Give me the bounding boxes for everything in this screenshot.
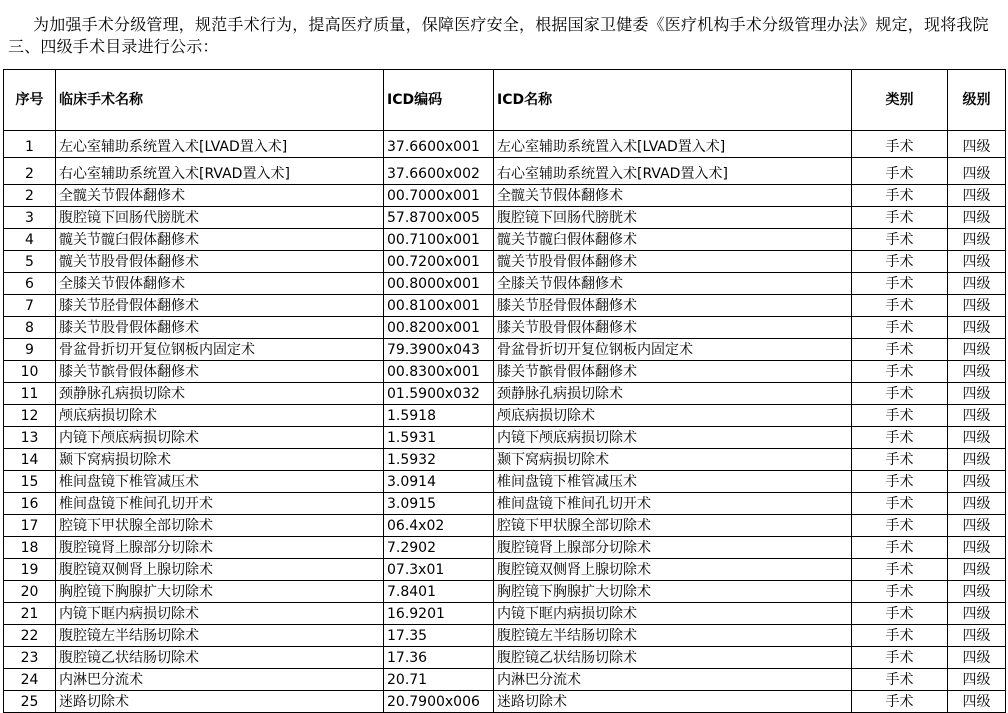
cell-level: 四级 [948, 251, 1006, 273]
table-row [4, 273, 1006, 295]
cell-seq: 12 [4, 405, 56, 427]
cell-seq: 11 [4, 383, 56, 405]
cell-icd-code: 17.36 [384, 647, 494, 669]
cell-icd-name: 颅底病损切除术 [494, 405, 852, 427]
cell-clinical-name: 左心室辅助系统置入术[LVAD置入术] [56, 131, 384, 158]
cell-category: 手术 [852, 471, 948, 493]
cell-icd-code: 7.2902 [384, 537, 494, 559]
cell-icd-code: 1.5932 [384, 449, 494, 471]
cell-category: 手术 [852, 515, 948, 537]
header-level: 级别 [948, 70, 1006, 131]
cell-category: 手术 [852, 691, 948, 713]
cell-seq: 4 [4, 229, 56, 251]
cell-clinical-name: 颞下窝病损切除术 [56, 449, 384, 471]
cell-category: 手术 [852, 537, 948, 559]
cell-icd-code: 7.8401 [384, 581, 494, 603]
table-row [4, 537, 1006, 559]
cell-icd-code: 1.5931 [384, 427, 494, 449]
cell-icd-code: 07.3x01 [384, 559, 494, 581]
cell-category: 手术 [852, 493, 948, 515]
header-seq: 序号 [4, 70, 56, 131]
cell-icd-code: 00.8100x001 [384, 295, 494, 317]
cell-level: 四级 [948, 317, 1006, 339]
cell-icd-code: 06.4x02 [384, 515, 494, 537]
table-row [4, 581, 1006, 603]
cell-clinical-name: 胸腔镜下胸腺扩大切除术 [56, 581, 384, 603]
cell-seq: 16 [4, 493, 56, 515]
cell-seq: 5 [4, 251, 56, 273]
cell-level: 四级 [948, 273, 1006, 295]
cell-seq: 10 [4, 361, 56, 383]
header-icd-code: ICD编码 [384, 70, 494, 131]
cell-icd-code: 3.0914 [384, 471, 494, 493]
cell-clinical-name: 腔镜下甲状腺全部切除术 [56, 515, 384, 537]
cell-level: 四级 [948, 339, 1006, 361]
cell-seq: 3 [4, 207, 56, 229]
cell-icd-name: 腹腔镜左半结肠切除术 [494, 625, 852, 647]
cell-icd-name: 胸腔镜下胸腺扩大切除术 [494, 581, 852, 603]
cell-seq: 2 [4, 185, 56, 207]
cell-icd-name: 全膝关节假体翻修术 [494, 273, 852, 295]
cell-clinical-name: 膝关节股骨假体翻修术 [56, 317, 384, 339]
table-row [4, 449, 1006, 471]
cell-level: 四级 [948, 603, 1006, 625]
table-row [4, 669, 1006, 691]
cell-category: 手术 [852, 131, 948, 158]
cell-icd-name: 颞下窝病损切除术 [494, 449, 852, 471]
cell-level: 四级 [948, 185, 1006, 207]
intro-paragraph: 为加强手术分级管理，规范手术行为，提高医疗质量，保障医疗安全，根据国家卫健委《医疗机构手术分级管理办法》规定，现将我院三、四级手术目录进行公示： [8, 15, 989, 56]
table-row [4, 251, 1006, 273]
cell-level: 四级 [948, 669, 1006, 691]
table-row [4, 207, 1006, 229]
cell-clinical-name: 椎间盘镜下椎间孔切开术 [56, 493, 384, 515]
cell-seq: 17 [4, 515, 56, 537]
cell-clinical-name: 迷路切除术 [56, 691, 384, 713]
cell-level: 四级 [948, 647, 1006, 669]
cell-icd-name: 腹腔镜下回肠代膀胱术 [494, 207, 852, 229]
cell-clinical-name: 膝关节胫骨假体翻修术 [56, 295, 384, 317]
cell-clinical-name: 椎间盘镜下椎管减压术 [56, 471, 384, 493]
cell-level: 四级 [948, 383, 1006, 405]
table-row [4, 361, 1006, 383]
cell-icd-name: 迷路切除术 [494, 691, 852, 713]
cell-icd-code: 1.5918 [384, 405, 494, 427]
cell-seq: 1 [4, 131, 56, 158]
cell-icd-name: 内镜下颅底病损切除术 [494, 427, 852, 449]
cell-clinical-name: 内淋巴分流术 [56, 669, 384, 691]
cell-seq: 15 [4, 471, 56, 493]
cell-icd-name: 膝关节髌骨假体翻修术 [494, 361, 852, 383]
table-row [4, 471, 1006, 493]
cell-icd-name: 骨盆骨折切开复位钢板内固定术 [494, 339, 852, 361]
table-row [4, 185, 1006, 207]
cell-icd-code: 00.7200x001 [384, 251, 494, 273]
cell-clinical-name: 颈静脉孔病损切除术 [56, 383, 384, 405]
cell-category: 手术 [852, 185, 948, 207]
cell-seq: 24 [4, 669, 56, 691]
cell-clinical-name: 骨盆骨折切开复位钢板内固定术 [56, 339, 384, 361]
cell-clinical-name: 内镜下颅底病损切除术 [56, 427, 384, 449]
table-row [4, 647, 1006, 669]
table-row [4, 515, 1006, 537]
cell-clinical-name: 腹腔镜左半结肠切除术 [56, 625, 384, 647]
cell-icd-code: 20.71 [384, 669, 494, 691]
cell-seq: 6 [4, 273, 56, 295]
table-header-row [4, 70, 1006, 131]
cell-category: 手术 [852, 603, 948, 625]
cell-seq: 14 [4, 449, 56, 471]
cell-seq: 18 [4, 537, 56, 559]
cell-level: 四级 [948, 691, 1006, 713]
cell-seq: 8 [4, 317, 56, 339]
cell-icd-name: 内淋巴分流术 [494, 669, 852, 691]
table-row [4, 559, 1006, 581]
cell-level: 四级 [948, 158, 1006, 185]
table-body [4, 131, 1006, 713]
cell-icd-name: 髋关节股骨假体翻修术 [494, 251, 852, 273]
cell-icd-code: 00.8300x001 [384, 361, 494, 383]
cell-seq: 21 [4, 603, 56, 625]
cell-level: 四级 [948, 471, 1006, 493]
cell-category: 手术 [852, 158, 948, 185]
cell-level: 四级 [948, 581, 1006, 603]
cell-icd-name: 腹腔镜双侧肾上腺切除术 [494, 559, 852, 581]
table-row [4, 625, 1006, 647]
cell-icd-name: 左心室辅助系统置入术[LVAD置入术] [494, 131, 852, 158]
cell-clinical-name: 全膝关节假体翻修术 [56, 273, 384, 295]
table-row [4, 405, 1006, 427]
cell-clinical-name: 髋关节髋臼假体翻修术 [56, 229, 384, 251]
cell-clinical-name: 膝关节髌骨假体翻修术 [56, 361, 384, 383]
cell-icd-name: 椎间盘镜下椎间孔切开术 [494, 493, 852, 515]
cell-category: 手术 [852, 229, 948, 251]
cell-icd-code: 20.7900x006 [384, 691, 494, 713]
cell-level: 四级 [948, 405, 1006, 427]
cell-level: 四级 [948, 449, 1006, 471]
cell-level: 四级 [948, 207, 1006, 229]
cell-icd-name: 内镜下眶内病损切除术 [494, 603, 852, 625]
cell-category: 手术 [852, 625, 948, 647]
cell-level: 四级 [948, 515, 1006, 537]
cell-icd-name: 腔镜下甲状腺全部切除术 [494, 515, 852, 537]
cell-icd-code: 37.6600x001 [384, 131, 494, 158]
cell-clinical-name: 内镜下眶内病损切除术 [56, 603, 384, 625]
cell-category: 手术 [852, 361, 948, 383]
table-row [4, 295, 1006, 317]
cell-category: 手术 [852, 647, 948, 669]
cell-level: 四级 [948, 537, 1006, 559]
table-row [4, 317, 1006, 339]
cell-seq: 2 [4, 158, 56, 185]
cell-icd-name: 髋关节髋臼假体翻修术 [494, 229, 852, 251]
cell-seq: 25 [4, 691, 56, 713]
cell-seq: 13 [4, 427, 56, 449]
table-row [4, 493, 1006, 515]
cell-category: 手术 [852, 581, 948, 603]
cell-icd-name: 颈静脉孔病损切除术 [494, 383, 852, 405]
cell-level: 四级 [948, 131, 1006, 158]
cell-seq: 7 [4, 295, 56, 317]
cell-icd-name: 椎间盘镜下椎管减压术 [494, 471, 852, 493]
table-row [4, 427, 1006, 449]
cell-level: 四级 [948, 295, 1006, 317]
cell-level: 四级 [948, 625, 1006, 647]
cell-icd-name: 膝关节胫骨假体翻修术 [494, 295, 852, 317]
cell-icd-code: 79.3900x043 [384, 339, 494, 361]
cell-level: 四级 [948, 493, 1006, 515]
cell-level: 四级 [948, 559, 1006, 581]
cell-clinical-name: 颅底病损切除术 [56, 405, 384, 427]
cell-clinical-name: 右心室辅助系统置入术[RVAD置入术] [56, 158, 384, 185]
cell-level: 四级 [948, 361, 1006, 383]
cell-clinical-name: 腹腔镜下回肠代膀胱术 [56, 207, 384, 229]
cell-icd-code: 17.35 [384, 625, 494, 647]
cell-clinical-name: 全髋关节假体翻修术 [56, 185, 384, 207]
cell-category: 手术 [852, 273, 948, 295]
cell-category: 手术 [852, 383, 948, 405]
cell-icd-code: 00.7100x001 [384, 229, 494, 251]
cell-category: 手术 [852, 207, 948, 229]
cell-icd-name: 右心室辅助系统置入术[RVAD置入术] [494, 158, 852, 185]
cell-category: 手术 [852, 295, 948, 317]
cell-seq: 20 [4, 581, 56, 603]
cell-clinical-name: 腹腔镜肾上腺部分切除术 [56, 537, 384, 559]
table-row [4, 603, 1006, 625]
header-icd-name: ICD名称 [494, 70, 852, 131]
cell-seq: 22 [4, 625, 56, 647]
table-row [4, 383, 1006, 405]
cell-icd-code: 00.8000x001 [384, 273, 494, 295]
cell-level: 四级 [948, 229, 1006, 251]
cell-clinical-name: 腹腔镜乙状结肠切除术 [56, 647, 384, 669]
cell-seq: 19 [4, 559, 56, 581]
cell-clinical-name: 腹腔镜双侧肾上腺切除术 [56, 559, 384, 581]
cell-category: 手术 [852, 427, 948, 449]
cell-clinical-name: 髋关节股骨假体翻修术 [56, 251, 384, 273]
cell-icd-name: 腹腔镜乙状结肠切除术 [494, 647, 852, 669]
cell-category: 手术 [852, 449, 948, 471]
cell-icd-name: 膝关节股骨假体翻修术 [494, 317, 852, 339]
cell-icd-code: 57.8700x005 [384, 207, 494, 229]
cell-seq: 9 [4, 339, 56, 361]
cell-category: 手术 [852, 251, 948, 273]
table-row [4, 158, 1006, 185]
table-row [4, 339, 1006, 361]
cell-category: 手术 [852, 669, 948, 691]
cell-icd-code: 37.6600x002 [384, 158, 494, 185]
table-row [4, 131, 1006, 158]
surgery-catalog-table [3, 69, 1006, 713]
cell-seq: 23 [4, 647, 56, 669]
cell-icd-name: 全髋关节假体翻修术 [494, 185, 852, 207]
cell-level: 四级 [948, 427, 1006, 449]
header-clinical-name: 临床手术名称 [56, 70, 384, 131]
table-row [4, 691, 1006, 713]
cell-icd-code: 00.7000x001 [384, 185, 494, 207]
cell-icd-code: 00.8200x001 [384, 317, 494, 339]
cell-category: 手术 [852, 405, 948, 427]
cell-icd-code: 01.5900x032 [384, 383, 494, 405]
table-row [4, 229, 1006, 251]
cell-icd-code: 16.9201 [384, 603, 494, 625]
cell-category: 手术 [852, 317, 948, 339]
cell-category: 手术 [852, 339, 948, 361]
cell-icd-code: 3.0915 [384, 493, 494, 515]
header-category: 类别 [852, 70, 948, 131]
cell-category: 手术 [852, 559, 948, 581]
cell-icd-name: 腹腔镜肾上腺部分切除术 [494, 537, 852, 559]
